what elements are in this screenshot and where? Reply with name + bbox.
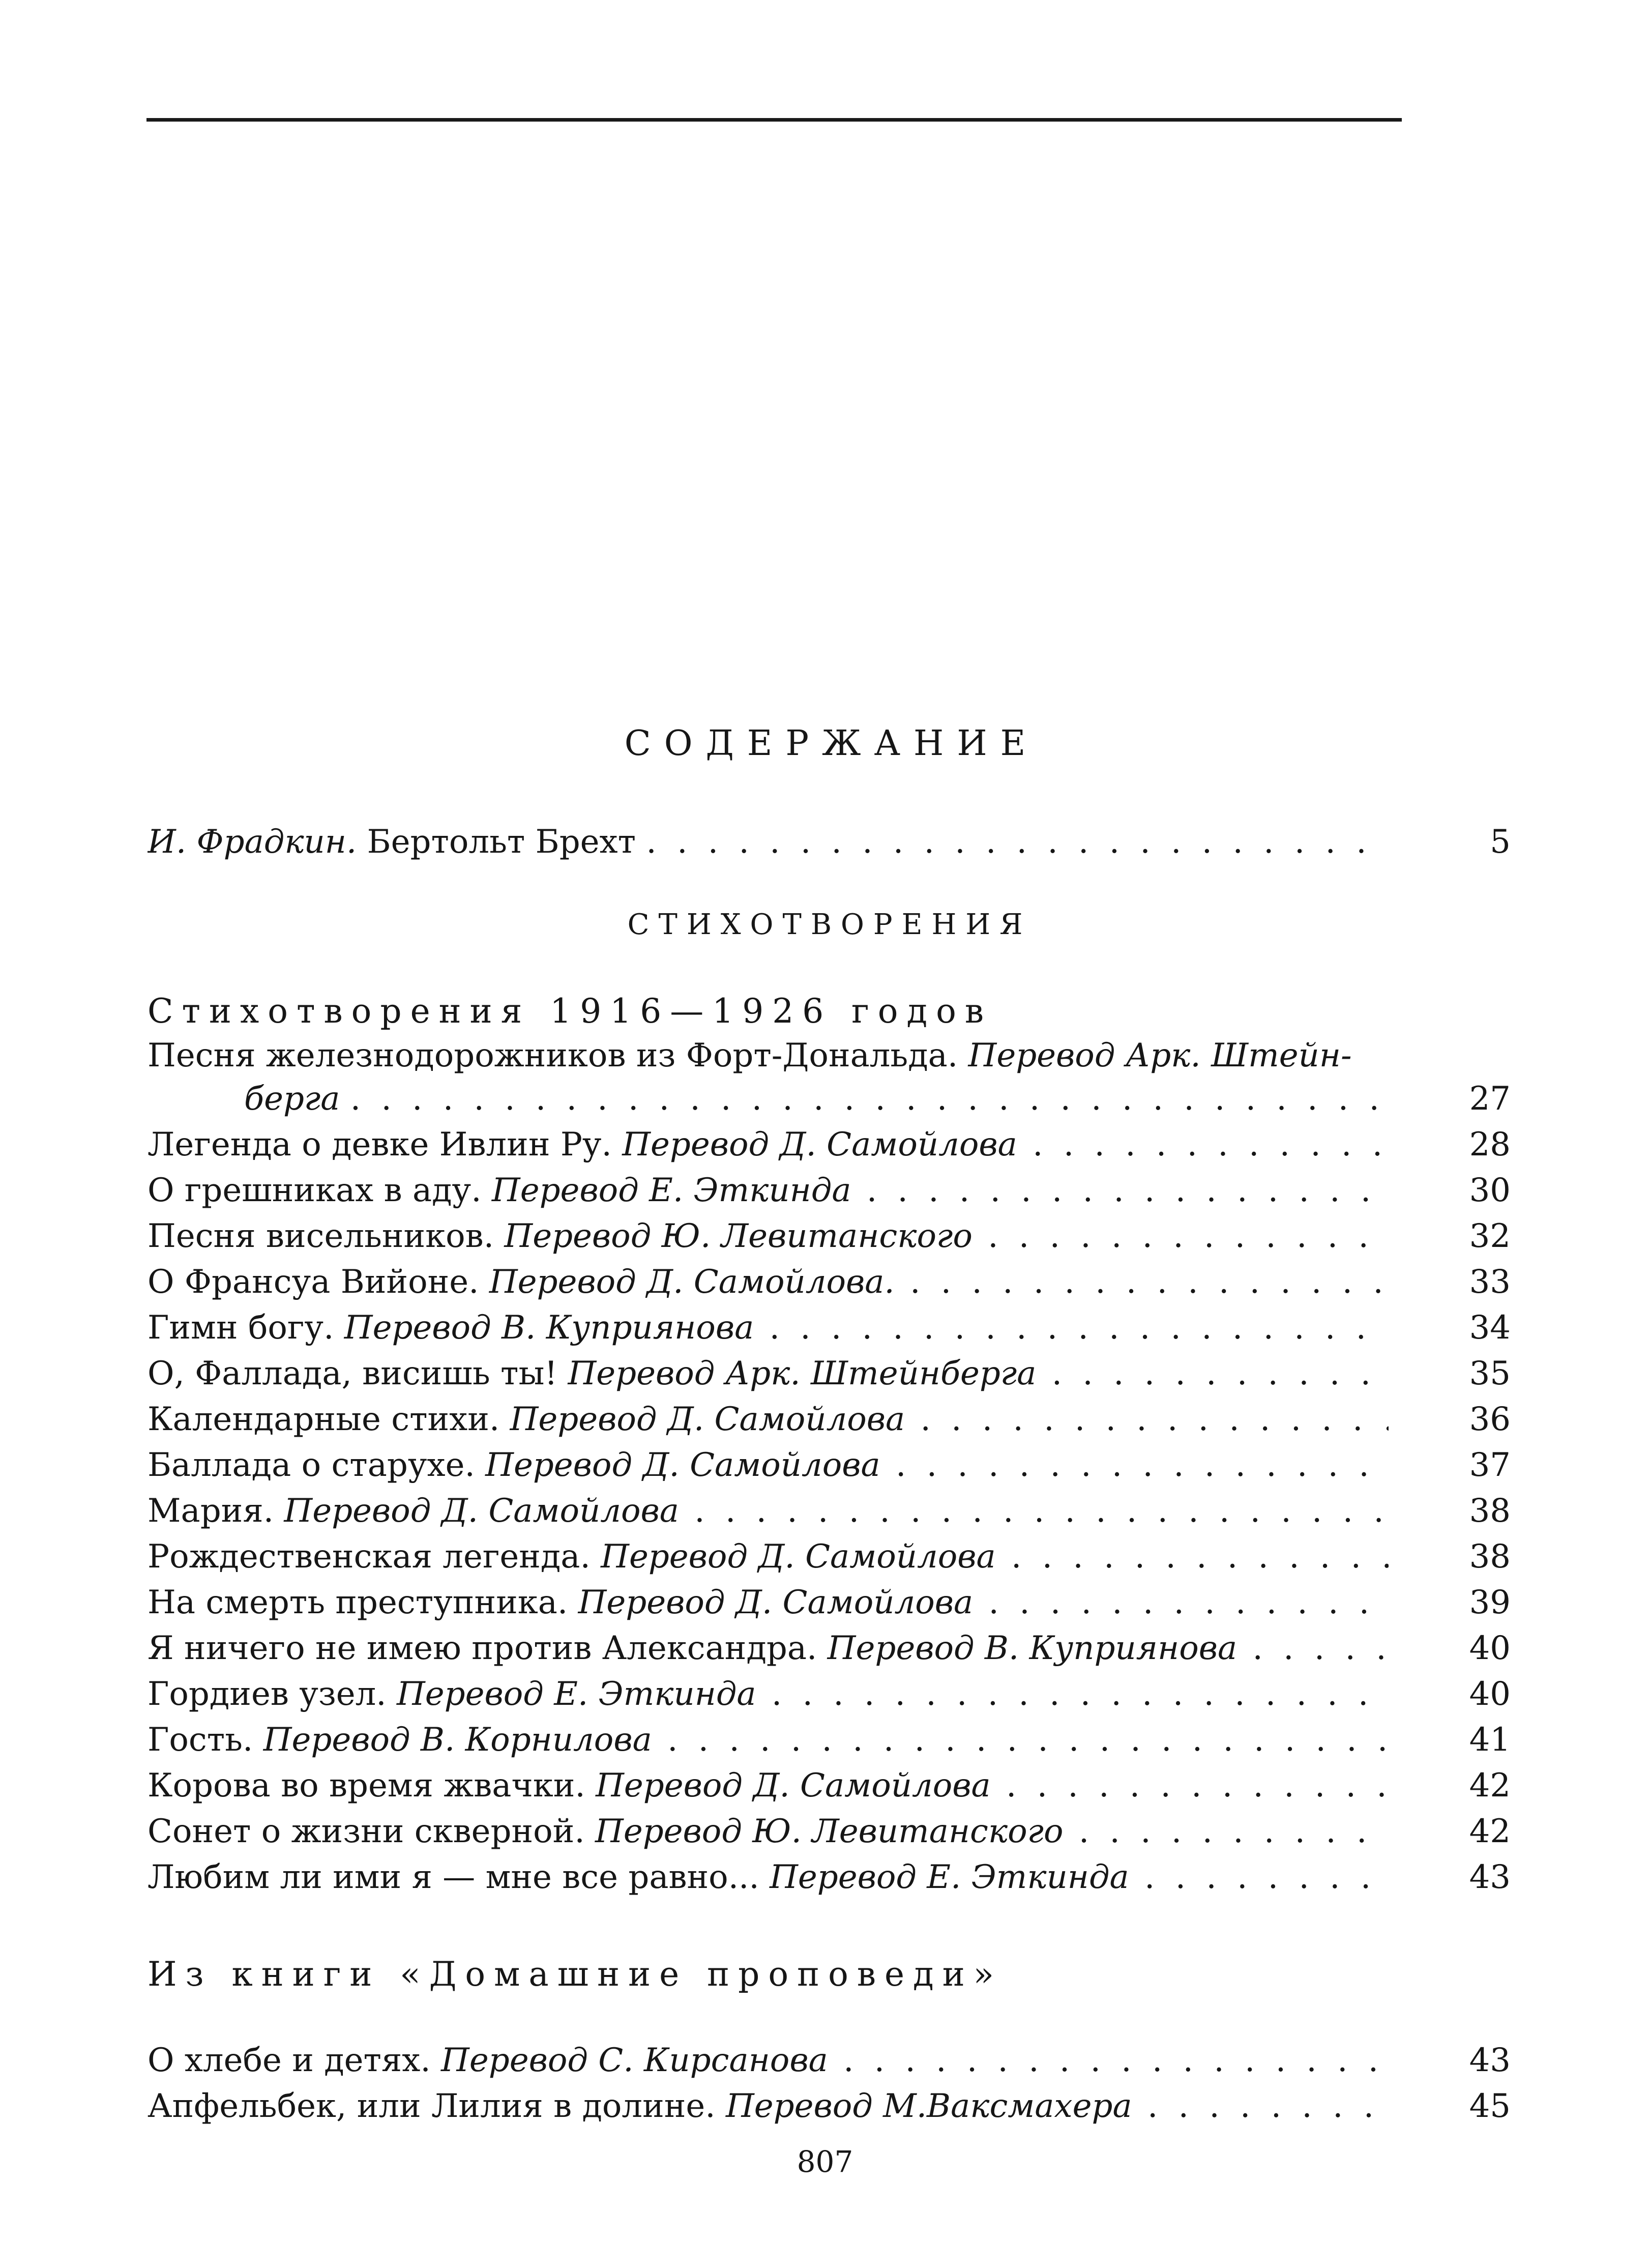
entry-page-number: 27	[1469, 1080, 1511, 1118]
entry-title: Песня железнодорожников из Форт-Дональда.	[148, 1037, 958, 1074]
entry-page-number: 35	[1469, 1355, 1511, 1392]
entry-page-number: 42	[1469, 1813, 1511, 1850]
toc-entry[interactable]	[148, 1488, 1511, 1534]
section-title: СТИХОТВОРЕНИЯ	[627, 908, 1032, 941]
entry-title: О грешниках в аду.	[148, 1172, 482, 1209]
toc-entry-line2[interactable]	[148, 1076, 1511, 1122]
toc-entry-text	[148, 1625, 1389, 1671]
toc-entry-text	[148, 1305, 1389, 1351]
entry-title: Легенда о девке Ивлин Ру.	[148, 1126, 612, 1164]
toc-entry-text	[148, 1397, 1389, 1442]
entry-title: Мария.	[148, 1492, 274, 1530]
entry-title: Песня висельников.	[148, 1217, 494, 1255]
toc-entry[interactable]	[148, 1580, 1511, 1625]
toc-entry-text	[148, 1122, 1389, 1168]
toc-entry[interactable]	[148, 1534, 1511, 1580]
toc-entry-text	[148, 1259, 1389, 1305]
toc-entry[interactable]	[148, 1351, 1511, 1397]
toc-entry-line1[interactable]	[148, 1033, 1394, 1079]
entry-page-number: 45	[1469, 2087, 1511, 2125]
toc-entry-intro[interactable]	[148, 819, 1511, 865]
toc-entry[interactable]	[148, 1809, 1511, 1854]
toc-entry-text	[148, 1351, 1389, 1397]
toc-entry-text	[148, 1763, 1389, 1809]
toc-entry-text	[148, 1854, 1389, 1900]
entry-translator: Перевод Е. Эткинда	[491, 1172, 851, 1209]
group-heading-1916-1926: Стихотворения 1916—1926 годов	[148, 992, 993, 1031]
entry-title: Гордиев узел.	[148, 1675, 387, 1713]
entry-title: Гость.	[148, 1721, 253, 1759]
toc-entry[interactable]	[148, 2038, 1511, 2083]
entry-page-number: 34	[1469, 1309, 1511, 1347]
toc-entry[interactable]	[148, 1442, 1511, 1488]
entry-page-number: 36	[1469, 1401, 1511, 1438]
entry-page-number: 5	[1490, 823, 1511, 861]
toc-entry-text	[148, 1534, 1389, 1580]
toc-entry-text	[148, 1168, 1389, 1213]
entry-translator: Перевод В. Куприянова	[344, 1309, 754, 1347]
page-title: СОДЕРЖАНИЕ	[624, 723, 1039, 764]
entry-title: Бертольт Брехт	[367, 823, 636, 861]
entry-page-number: 40	[1469, 1630, 1511, 1667]
entry-page-number: 42	[1469, 1767, 1511, 1805]
entry-title: О, Фаллада, висишь ты!	[148, 1355, 558, 1392]
toc-entry-text	[148, 2083, 1389, 2129]
entry-translator: Перевод Д. Самойлова.	[489, 1263, 895, 1301]
toc-entry-text	[148, 1488, 1389, 1534]
group-heading-house-sermons: Из книги «Домашние проповеди»	[148, 1955, 1003, 1994]
entry-translator: Перевод Д. Самойлова	[596, 1767, 991, 1805]
toc-entry[interactable]	[148, 1305, 1511, 1351]
toc-entry[interactable]	[148, 1259, 1511, 1305]
toc-entry[interactable]	[148, 1763, 1511, 1809]
page-number: 807	[797, 2144, 853, 2179]
entry-title: На смерть преступника.	[148, 1584, 568, 1621]
toc-entry[interactable]	[148, 1213, 1511, 1259]
entry-title: Апфельбек, или Лилия в долине.	[148, 2087, 716, 2125]
entry-page-number: 43	[1469, 1858, 1511, 1896]
entry-translator: Перевод Д. Самойлова	[578, 1584, 974, 1621]
entry-page-number: 32	[1469, 1217, 1511, 1255]
entry-page-number: 40	[1469, 1675, 1511, 1713]
entry-translator: Перевод Арк. Штейнберга	[568, 1355, 1037, 1392]
entry-title: Рождественская легенда.	[148, 1538, 591, 1576]
entry-translator: Перевод В. Корнилова	[263, 1721, 652, 1759]
toc-entry[interactable]	[148, 1122, 1511, 1168]
toc-entry[interactable]	[148, 1854, 1511, 1900]
entry-page-number: 38	[1469, 1492, 1511, 1530]
entry-title: Любим ли ими я — мне все равно...	[148, 1858, 759, 1896]
entry-page-number: 41	[1469, 1721, 1511, 1759]
toc-entry-text	[148, 1213, 1389, 1259]
entry-translator: берга	[244, 1080, 340, 1118]
entry-title: О Франсуа Вийоне.	[148, 1263, 479, 1301]
entry-page-number: 37	[1469, 1446, 1511, 1484]
entry-title: Корова во время жвачки.	[148, 1767, 585, 1805]
toc-entry-text	[148, 1717, 1389, 1763]
toc-entry-text	[148, 1442, 1389, 1488]
entry-translator: Перевод Е. Эткинда	[770, 1858, 1129, 1896]
entry-title: Я ничего не имею против Александра.	[148, 1630, 817, 1667]
entry-translator: Перевод М.Ваксмахера	[725, 2087, 1132, 2125]
toc-entry[interactable]	[148, 1671, 1511, 1717]
entry-translator: Перевод С. Кирсанова	[441, 2042, 828, 2079]
toc-entry[interactable]	[148, 1397, 1511, 1442]
entry-translator: Перевод Д. Самойлова	[284, 1492, 679, 1530]
entry-translator: Перевод Д. Самойлова	[510, 1401, 905, 1438]
toc-entry[interactable]	[148, 2083, 1511, 2129]
entry-page-number: 30	[1469, 1172, 1511, 1209]
toc-entry[interactable]	[148, 1625, 1511, 1671]
entry-translator: Перевод Ю. Левитанского	[595, 1813, 1064, 1850]
entry-page-number: 33	[1469, 1263, 1511, 1301]
toc-entry-text	[148, 1671, 1389, 1717]
entry-translator: Перевод Ю. Левитанского	[504, 1217, 973, 1255]
entry-translator: Перевод Арк. Штейн-	[968, 1037, 1352, 1074]
entry-title: О хлебе и детях.	[148, 2042, 431, 2079]
entry-title: Гимн богу.	[148, 1309, 334, 1347]
toc-entry[interactable]	[148, 1168, 1511, 1213]
toc-entry-text	[148, 1580, 1389, 1625]
toc-entry-text	[148, 2038, 1389, 2083]
entry-translator: Перевод Д. Самойлова	[601, 1538, 996, 1576]
entry-translator: Перевод Е. Эткинда	[396, 1675, 756, 1713]
entry-title: Сонет о жизни скверной.	[148, 1813, 585, 1850]
top-rule	[146, 118, 1402, 122]
entry-translator: Перевод В. Куприянова	[827, 1630, 1237, 1667]
toc-entry-text	[148, 1809, 1389, 1854]
entry-page-number: 39	[1469, 1584, 1511, 1621]
entry-page-number: 28	[1469, 1126, 1511, 1164]
entry-author: И. Фрадкин.	[148, 823, 357, 861]
toc-entry-text	[148, 819, 1389, 865]
entry-title: Календарные стихи.	[148, 1401, 500, 1438]
entry-page-number: 38	[1469, 1538, 1511, 1576]
entry-page-number: 43	[1469, 2042, 1511, 2079]
toc-entry-text	[244, 1076, 1389, 1122]
entry-translator: Перевод Д. Самойлова	[622, 1126, 1017, 1164]
toc-entry[interactable]	[148, 1717, 1511, 1763]
entry-translator: Перевод Д. Самойлова	[485, 1446, 880, 1484]
entry-title: Баллада о старухе.	[148, 1446, 475, 1484]
